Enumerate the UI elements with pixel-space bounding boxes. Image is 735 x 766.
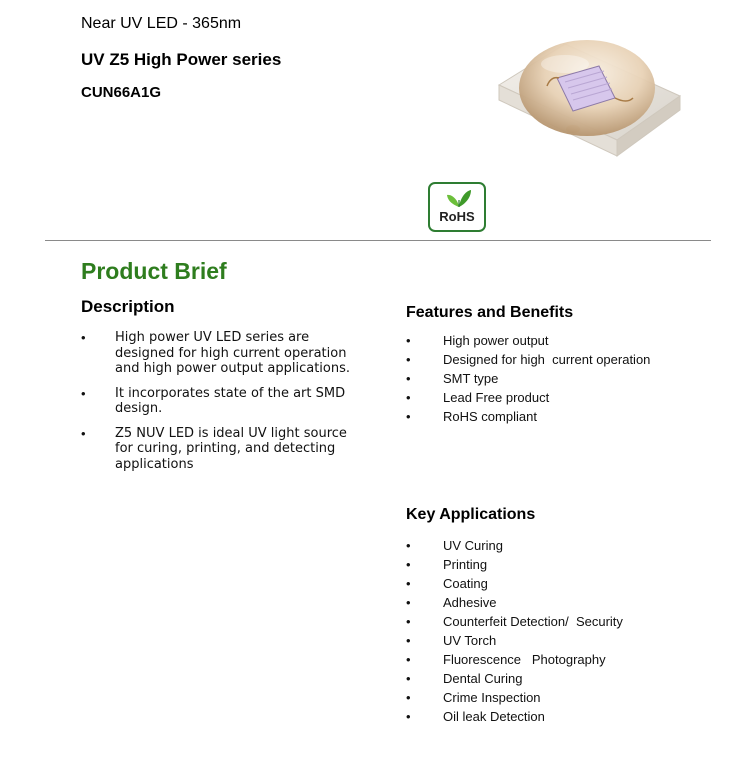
application-text: Dental Curing xyxy=(443,671,523,686)
bullet: • xyxy=(406,352,411,367)
bullet: • xyxy=(406,333,411,348)
bullet: • xyxy=(406,671,411,686)
list-item xyxy=(406,688,623,707)
list-item xyxy=(406,707,623,726)
features-heading: Features and Benefits xyxy=(406,304,574,321)
rohs-label: RoHS xyxy=(439,209,475,224)
bullet: • xyxy=(406,633,411,648)
bullet: • xyxy=(81,425,86,441)
bullet: • xyxy=(406,614,411,629)
list-item xyxy=(406,407,650,426)
features-list xyxy=(406,331,650,426)
product-subtitle: Near UV LED - 365nm xyxy=(81,15,242,32)
feature-text: RoHS compliant xyxy=(443,409,537,424)
application-text: Coating xyxy=(443,576,488,591)
list-item xyxy=(406,631,623,650)
feature-text: SMT type xyxy=(443,371,499,386)
list-item xyxy=(406,350,650,369)
list-item xyxy=(406,555,623,574)
bullet: • xyxy=(406,390,411,405)
series-title: UV Z5 High Power series xyxy=(81,50,282,69)
led-product-image xyxy=(495,28,685,163)
feature-text: Designed for high current operation xyxy=(443,352,651,367)
bullet: • xyxy=(81,330,86,345)
bullet: • xyxy=(406,538,411,553)
list-item xyxy=(406,669,623,688)
product-brief-heading: Product Brief xyxy=(81,258,227,284)
rohs-badge xyxy=(428,182,486,232)
list-item xyxy=(406,331,650,350)
list-item xyxy=(406,388,650,407)
description-heading: Description xyxy=(81,297,175,316)
leaf-icon xyxy=(446,188,472,208)
feature-text: Lead Free product xyxy=(443,390,550,405)
list-item xyxy=(406,650,623,669)
section-divider xyxy=(45,240,711,241)
list-item xyxy=(81,330,351,377)
application-text: Oil leak Detection xyxy=(443,709,545,724)
bullet: • xyxy=(406,409,411,424)
bullet: • xyxy=(406,576,411,591)
description-text: High power UV LED series are designed for high current operation and high power output applications. xyxy=(115,330,351,376)
list-item xyxy=(406,612,623,631)
description-text: It incorporates state of the art SMD design. xyxy=(115,385,346,416)
bullet: • xyxy=(81,385,86,401)
bullet: • xyxy=(406,690,411,705)
application-text: Printing xyxy=(443,557,488,572)
list-item xyxy=(406,369,650,388)
application-text: UV Curing xyxy=(443,538,503,553)
bullet: • xyxy=(406,595,411,610)
applications-list xyxy=(406,536,623,726)
application-text: UV Torch xyxy=(443,633,497,648)
bullet: • xyxy=(406,652,411,667)
description-text: Z5 NUV LED is ideal UV light source for curing, printing, and detecting applications xyxy=(115,425,347,472)
application-text: Adhesive xyxy=(443,595,497,610)
description-list xyxy=(81,330,351,481)
list-item xyxy=(81,426,351,473)
bullet: • xyxy=(406,709,411,724)
list-item xyxy=(406,536,623,555)
applications-heading: Key Applications xyxy=(406,506,536,523)
application-text: Counterfeit Detection/ Security xyxy=(443,614,623,629)
list-item xyxy=(406,593,623,612)
bullet: • xyxy=(406,371,411,386)
application-text: Fluorescence Photography xyxy=(443,652,606,667)
list-item xyxy=(406,574,623,593)
feature-text: High power output xyxy=(443,333,549,348)
application-text: Crime Inspection xyxy=(443,690,541,705)
part-number: CUN66A1G xyxy=(81,84,162,101)
list-item xyxy=(81,386,351,417)
bullet: • xyxy=(406,557,411,572)
